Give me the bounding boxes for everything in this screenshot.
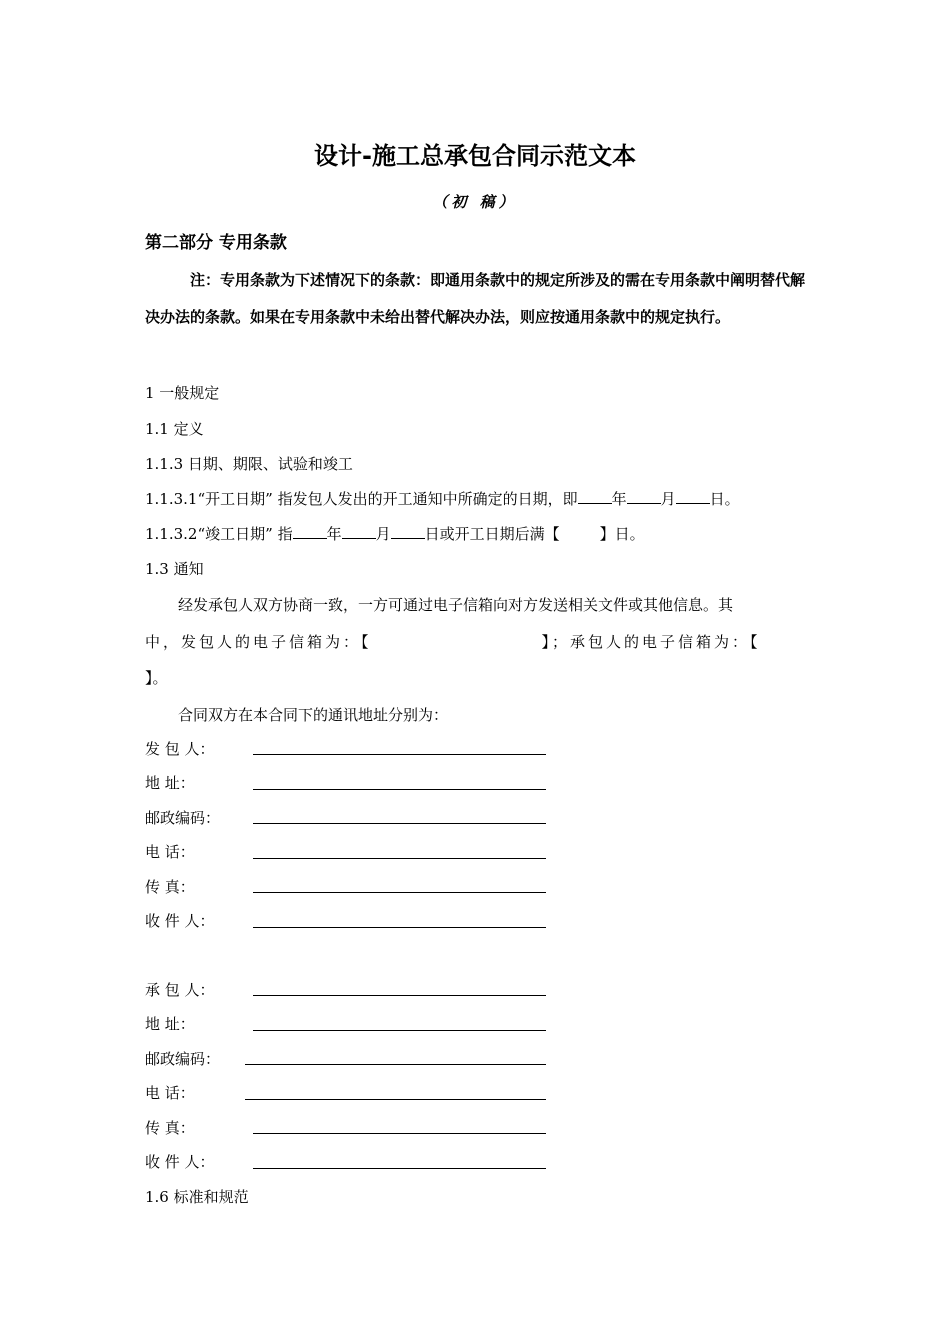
notice-line-1: 经发承包人双方协商一致，一方可通过电子信箱向对方发送相关文件或其他信息。其 (178, 596, 734, 614)
completion-mid-text: 日或开工日期后满【 (424, 525, 560, 543)
start-month-label: 月 (660, 490, 676, 508)
employer-recipient-line[interactable] (253, 927, 546, 928)
completion-month-label: 月 (375, 525, 391, 543)
employer-email-label: 中，发包人的电子信箱为：【 (145, 633, 372, 651)
employer-recipient-label: 收 件 人： (145, 912, 215, 930)
employer-party-line[interactable] (253, 754, 546, 755)
contractor-recipient-line[interactable] (253, 1168, 546, 1169)
employer-postcode-line[interactable] (253, 823, 546, 824)
start-year-blank[interactable] (578, 488, 612, 504)
section-1: 1 一般规定 (145, 384, 220, 402)
employer-address-label: 地 址： (145, 774, 195, 792)
address-intro: 合同双方在本合同下的通讯地址分别为： (178, 706, 449, 724)
contractor-address-label: 地 址： (145, 1015, 195, 1033)
section-1-1-3: 1.1.3 日期、期限、试验和竣工 (145, 455, 353, 473)
contractor-phone-label: 电 话： (145, 1084, 195, 1102)
notice-line-3: 】。 (145, 669, 168, 687)
employer-fax-line[interactable] (253, 892, 546, 893)
part-heading: 第二部分 专用条款 (145, 233, 287, 253)
contractor-phone-line[interactable] (245, 1099, 546, 1100)
notice-line-2 (145, 631, 807, 652)
note-paragraph: 注：专用条款为下述情况下的条款：即通用条款中的规定所涉及的需在专用条款中阐明替代解决办法的条款。如果在专用条款中未给出替代解决办法，则应按通用条款中的规定执行。 (145, 271, 806, 326)
section-1-1: 1.1 定义 (145, 420, 204, 438)
contractor-fax-label: 传 真： (145, 1119, 195, 1137)
employer-postcode-label: 邮政编码： (145, 809, 221, 827)
section-1-6: 1.6 标准和规范 (145, 1188, 249, 1206)
start-day-blank[interactable] (676, 488, 710, 504)
contractor-party-label: 承 包 人： (145, 981, 215, 999)
employer-phone-label: 电 话： (145, 843, 195, 861)
completion-suffix: 】日。 (599, 525, 645, 543)
contractor-postcode-label: 邮政编码： (145, 1050, 221, 1068)
employer-fax-label: 传 真： (145, 878, 195, 896)
contractor-postcode-line[interactable] (245, 1064, 546, 1065)
completion-year-label: 年 (326, 525, 342, 543)
section-1-1-3-2 (145, 523, 645, 544)
contractor-fax-line[interactable] (253, 1133, 546, 1134)
completion-day-blank[interactable] (391, 523, 425, 539)
completion-year-blank[interactable] (293, 523, 327, 539)
section-1-1-3-1 (145, 488, 740, 509)
employer-party-label: 发 包 人： (145, 740, 215, 758)
completion-date-text: 1.1.3.2“竣工日期” 指 (145, 525, 293, 543)
start-date-text: 1.1.3.1“开工日期” 指发包人发出的开工通知中所确定的日期，即 (145, 490, 578, 508)
contractor-party-line[interactable] (253, 995, 546, 996)
contractor-recipient-label: 收 件 人： (145, 1153, 215, 1171)
start-month-blank[interactable] (627, 488, 661, 504)
start-day-label: 日。 (709, 490, 740, 508)
document-title: 设计-施工总承包合同示范文本 (314, 142, 636, 170)
contractor-address-line[interactable] (253, 1030, 546, 1031)
start-year-label: 年 (611, 490, 627, 508)
contractor-email-label: 】；承包人的电子信箱为：【 (541, 633, 761, 651)
document-subtitle: （初 稿） (432, 193, 518, 211)
section-1-3: 1.3 通知 (145, 560, 204, 578)
employer-phone-line[interactable] (253, 858, 546, 859)
completion-month-blank[interactable] (342, 523, 376, 539)
employer-address-line[interactable] (253, 789, 546, 790)
